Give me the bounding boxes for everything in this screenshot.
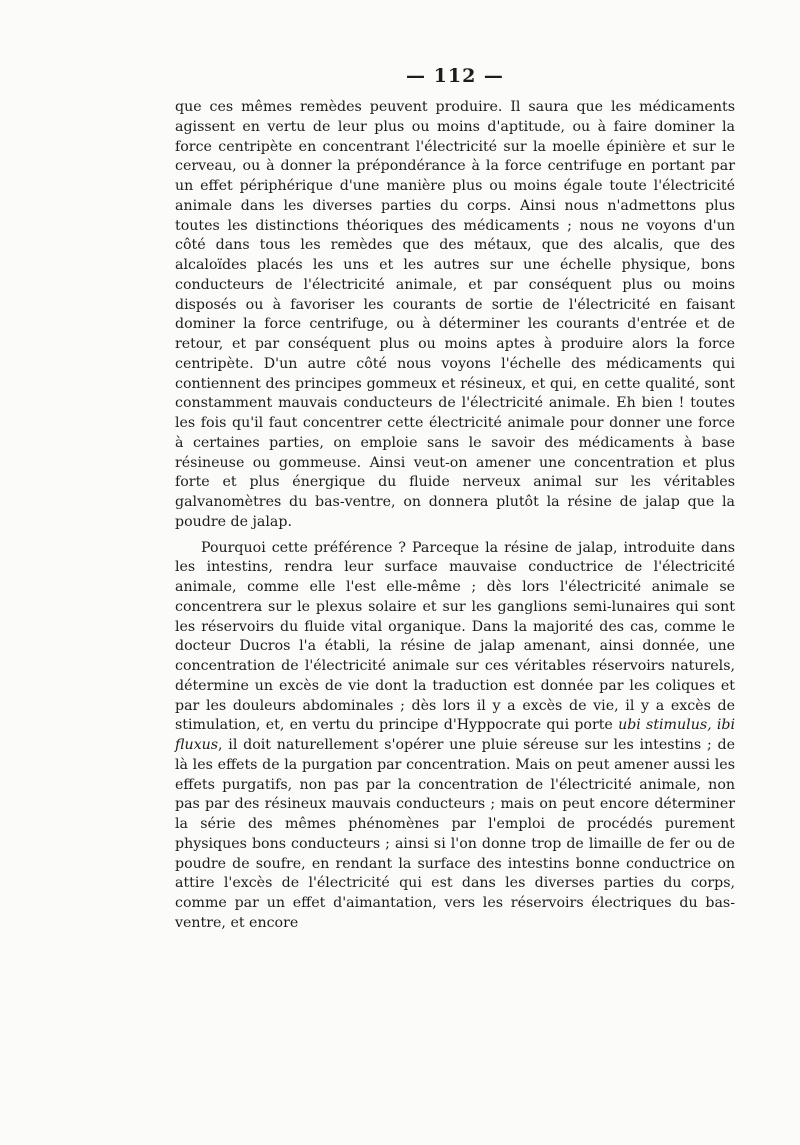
latin-quote: ubi stimulus, ibi fluxus [175,717,735,753]
paragraph-1: que ces mêmes remèdes peuvent produire. Il saura que les médicaments agissent en vertu de leur plus ou moins d'aptitude, ou à faire dominer la force centripète en concentrant l'électricité sur la moelle épinière et sur le cerveau, ou à donner la prépondérance à la force centrifuge en portant par un effet périphérique d'une manière plus ou moins égale toute l'électricité animale dans les diverses parties du corps. Ainsi nous n'admettons plus toutes les distinctions théoriques des médicaments ; nous ne voyons d'un côté dans tous les remèdes que des métaux, que des alcalis, que des alcaloïdes placés les uns et les autres sur une échelle physique, bons conducteurs de l'électricité animale, et par conséquent plus ou moins disposés ou à favoriser les courants de sortie de l'électricité en faisant dominer la force centrifuge, ou à déterminer les courants d'entrée et de retour, et par conséquent plus ou moins aptes à produire alors la force centripète. D'un autre côté nous voyons l'échelle des médicaments qui contiennent des principes gommeux et résineux, et qui, en cette qualité, sont constamment mauvais conducteurs de l'électricité animale. Eh bien ! toutes les fois qu'il faut concentrer cette électricité animale pour donner une force à certaines parties, on emploie sans le savoir des médicaments à base résineuse ou gommeuse. Ainsi veut-on amener une concentration et plus forte et plus énergique du fluide nerveux animal sur les véritables galvanomètres du bas-ventre, on donnera plutôt la résine de jalap que la poudre de jalap. [175,99,735,530]
page-number: — 112 — [406,65,504,87]
paragraph-2 [175,539,735,934]
paragraph-2-continuation: , il doit naturellement s'opérer une pluie séreuse sur les intestins ; de là les effets de la purgation par concentration. Mais on peut amener aussi les effets purgatifs, non pas par la concentration de l'électricité animale, non pas par des résineux mauvais conducteurs ; mais on peut encore déterminer la série des mêmes phénomènes par l'emploi de procédés purement physiques bons conducteurs ; ainsi si l'on donne trop de limaille de fer ou de poudre de soufre, en rendant la surface des intestins bonne conductrice on attire l'excès de l'électricité qui est dans les diverses parties du corps, comme par un effet d'aimantation, vers les réservoirs électriques du bas-ventre, et encore [175,737,735,931]
paragraph-2-text: Pourquoi cette préférence ? Parceque la résine de jalap, introduite dans les intestins, rendra leur surface mauvaise conductrice de l'électricité animale, comme elle l'est elle-même ; dès lors l'électricité animale se concentrera sur le plexus solaire et sur les ganglions semi-lunaires qui sont les réservoirs du fluide vital organique. Dans la majorité des cas, comme le docteur Ducros l'a établi, la résine de jalap amenant, ainsi donnée, une concentration de l'électricité animale sur ces véritables réservoirs naturels, détermine un excès de vie dont la traduction est donnée par les coliques et par les douleurs abdominales ; dès lors il y a excès de vie, il y a excès de stimulation, et, en vertu du principe d'Hyppocrate qui porte [175,539,735,734]
document-page [175,64,735,1124]
